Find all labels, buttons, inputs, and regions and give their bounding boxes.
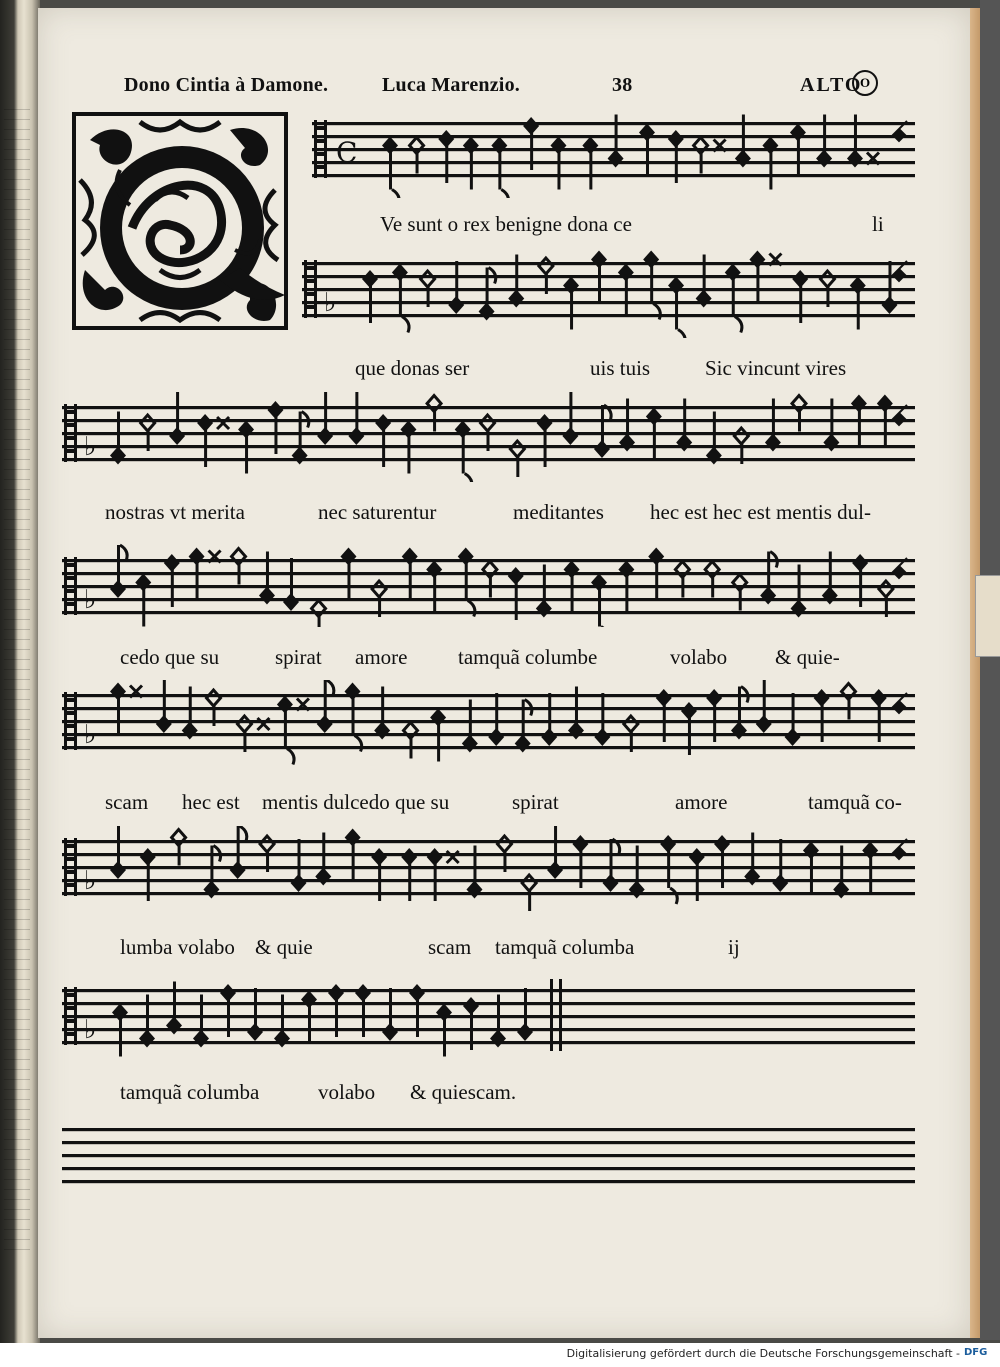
signature-mark: O [852,70,878,96]
music-staff-6 [62,826,915,936]
svg-text:♭: ♭ [324,288,337,318]
svg-text:C: C [336,136,358,169]
lyric-line-6-d: tamquã columba [495,935,635,959]
lyric-line-1-b: li [872,212,884,236]
book-clasp [975,575,1000,657]
empty-staff [62,1120,915,1200]
music-staff-7 [62,975,915,1070]
lyric-line-4-e: volabo [670,645,728,669]
svg-text:♭: ♭ [84,585,97,615]
music-staff-3 [62,392,915,482]
lyric-line-7-c: & quiescam. [410,1080,517,1104]
lyric-line-3-c: meditantes [513,500,604,524]
svg-text:♭: ♭ [84,866,97,896]
lyric-line-2-a: que donas ser [355,356,470,380]
lyric-line-4-a: cedo que su [120,645,220,669]
lyric-line-5-b: hec est [182,790,240,814]
svg-text:♭: ♭ [84,1015,97,1045]
lyric-line-3-b: nec saturentur [318,500,437,524]
music-staff-5 [62,680,915,770]
lyric-line-5-d: spirat [512,790,559,814]
lyric-line-4-c: amore [355,645,408,669]
lyric-line-2-c: Sic vincunt vires [705,356,847,380]
lyric-line-6-a: lumba volabo [120,935,235,959]
lyric-line-7-b: volabo [318,1080,376,1104]
page-title: Dono Cintia à Damone. [124,74,329,96]
lyric-line-1-a: Ve sunt o rex benigne dona ce [380,212,632,236]
lyric-line-3-a: nostras vt merita [105,500,245,524]
lyric-line-5-f: tamquã co- [808,790,902,814]
lyric-line-6-e: ij [728,935,740,959]
voice-part: ALTO [800,74,863,96]
music-staff-2 [302,248,915,338]
dfg-logo: DFG [964,1347,988,1358]
lyric-line-7-a: tamquã columba [120,1080,260,1104]
page-number: 38 [612,74,633,96]
lyric-line-6-c: scam [428,935,472,959]
lyric-line-6-b: & quie [255,935,313,959]
svg-text:♭: ♭ [84,720,97,750]
book-cover-edge [970,8,980,1338]
music-staff-4 [62,537,915,627]
music-staff-1 [312,108,915,198]
lyric-line-5-a: scam [105,790,149,814]
lyric-line-4-b: spirat [275,645,322,669]
background [980,0,1000,1340]
lyric-line-2-b: uis tuis [590,356,651,380]
footer-credit: Digitalisierung gefördert durch die Deutsche Forschungsgemeinschaft - [566,1347,960,1360]
lyric-line-4-d: tamquã columbe [458,645,598,669]
lyric-line-3-d: hec est hec est mentis dul- [650,500,872,524]
facing-page-edge [4,100,30,1250]
lyric-line-5-c: mentis dulcedo que su [262,790,450,814]
svg-text:♭: ♭ [84,432,97,462]
decorated-initial-q [70,110,290,332]
lyric-line-4-f: & quie- [775,645,840,669]
composer-name: Luca Marenzio. [382,74,520,96]
lyric-line-5-e: amore [675,790,728,814]
